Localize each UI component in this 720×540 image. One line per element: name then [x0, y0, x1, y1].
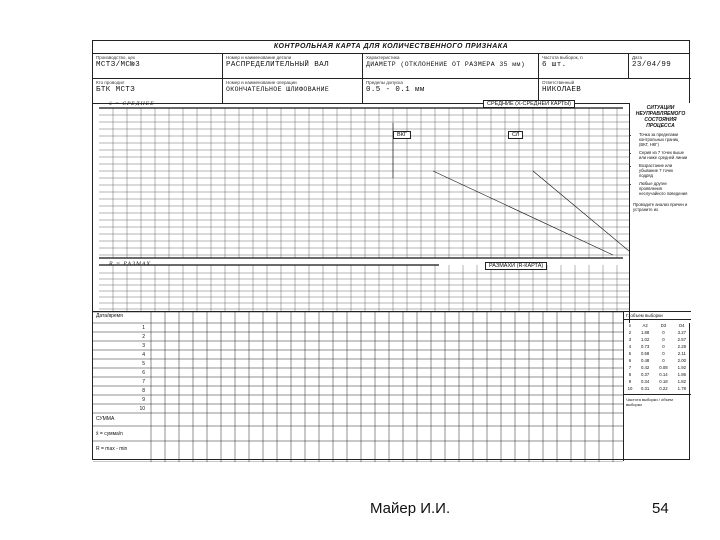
header-cell-tolerance: Пределы допуска 0.5 - 0.1 мм [363, 79, 539, 104]
side-item: • Точка за пределами контрольных границ (ВКГ, НКГ) [639, 132, 688, 147]
row-label-mean: x̄ = сумма/n [96, 431, 123, 437]
header-cell-part: Номер и наименование детали РАСПРЕДЕЛИТЕЛЬНЫЙ ВАЛ [223, 54, 363, 79]
factor-table-header: Г. объем выборки [624, 312, 691, 320]
factor-table [623, 311, 691, 461]
row-label: 10 [139, 406, 145, 412]
measurement-table-grid [93, 312, 623, 462]
row-label: 7 [142, 379, 145, 385]
header-cell-date: Дата 23/04/99 [629, 54, 691, 79]
row-label: 9 [142, 397, 145, 403]
row-label: 6 [142, 370, 145, 376]
factor-col-header: n [628, 323, 632, 328]
row-label: 5 [142, 361, 145, 367]
row-label: 3 [142, 343, 145, 349]
row-label: 4 [142, 352, 145, 358]
header-cell-plant: Производство, цех МСТЗ/МС№3 [93, 54, 223, 79]
factor-row: 6 0.48 0 2.00 [628, 358, 686, 363]
header-cell-characteristic: Характеристика ДИАМЕТР (ОТКЛОНЕНИЕ ОТ РАЗМЕРА 35 мм) [363, 54, 539, 79]
factor-row: 10 0.31 0.22 1.78 [627, 386, 686, 391]
row-label-sum: СУММА [96, 416, 115, 422]
header-cell-responsible: Ответственный НИКОЛАЕВ [539, 79, 691, 104]
factor-col-header: D3 [660, 323, 667, 328]
center-line-label: СЛ [508, 131, 523, 139]
side-item: • Любые другие проявления неслучайного поведения [639, 181, 688, 196]
control-chart-sheet [92, 40, 690, 460]
mean-formula-label: x̄ = СРЕДНЕЕ [109, 101, 155, 107]
factor-row: 4 0.73 0 2.28 [628, 344, 686, 349]
row-label: 2 [142, 334, 145, 340]
header-cell-inspector: Кто проводил БТК МСТЗ [93, 79, 223, 104]
slide-author: Майер И.И. [370, 500, 451, 517]
factor-row: 3 1.02 0 2.57 [628, 337, 686, 342]
factor-row: 2 1.88 0 3.27 [628, 330, 686, 335]
mean-chart-grid [93, 103, 629, 263]
measurement-table [93, 311, 623, 462]
slide-page-number: 54 [652, 500, 669, 517]
sheet-title: КОНТРОЛЬНАЯ КАРТА ДЛЯ КОЛИЧЕСТВЕННОГО ПРИЗНАКА [273, 43, 509, 50]
header-cell-operation: Номер и наименование операции ОКОНЧАТЕЛЬНОЕ ШЛИФОВАНИЕ [223, 79, 363, 104]
side-list [633, 132, 688, 196]
factor-col-header: A2 [642, 323, 648, 328]
range-formula-label: R = РАЗМАХ [109, 261, 151, 267]
row-label: 8 [142, 388, 145, 394]
factor-table-body [624, 322, 691, 392]
range-chart-grid [93, 263, 629, 311]
row-label-range: R = max - min [96, 446, 128, 452]
factor-col-header: D4 [679, 323, 685, 328]
factor-row: 5 0.58 0 2.11 [628, 351, 686, 356]
factor-table-footnote: Частота выборки / объем выборки [624, 394, 691, 409]
ucl-label: ВКГ [393, 131, 411, 139]
side-title: СИТУАЦИИ НЕУПРАВЛЯЕМОГО СОСТОЯНИЯ ПРОЦЕССА [635, 105, 686, 129]
factor-row: 9 0.34 0.18 1.82 [628, 379, 686, 384]
side-item: • Серия из 7 точек выше или ниже средней линии [639, 150, 688, 160]
range-chart-box: РАЗМАХИ (R-КАРТА) [485, 262, 547, 270]
side-note: Проводите анализ причин и устраните их [633, 202, 688, 212]
mean-chart-box: СРЕДНИЕ (X-СРЕДНЕЙ КАРТЫ) [483, 100, 575, 108]
factor-row: 8 0.37 0.14 1.86 [628, 372, 686, 377]
out-of-control-panel [629, 103, 691, 323]
row-label-date: Дата/время [96, 313, 123, 319]
sheet-header [93, 53, 689, 104]
side-item: • Возрастание или убывание 7 точек подряд [639, 163, 688, 178]
factor-row: 7 0.42 0.08 1.92 [628, 365, 686, 370]
header-cell-frequency: Частота выборок, n 6 шт. [539, 54, 629, 79]
row-label: 1 [142, 325, 145, 331]
